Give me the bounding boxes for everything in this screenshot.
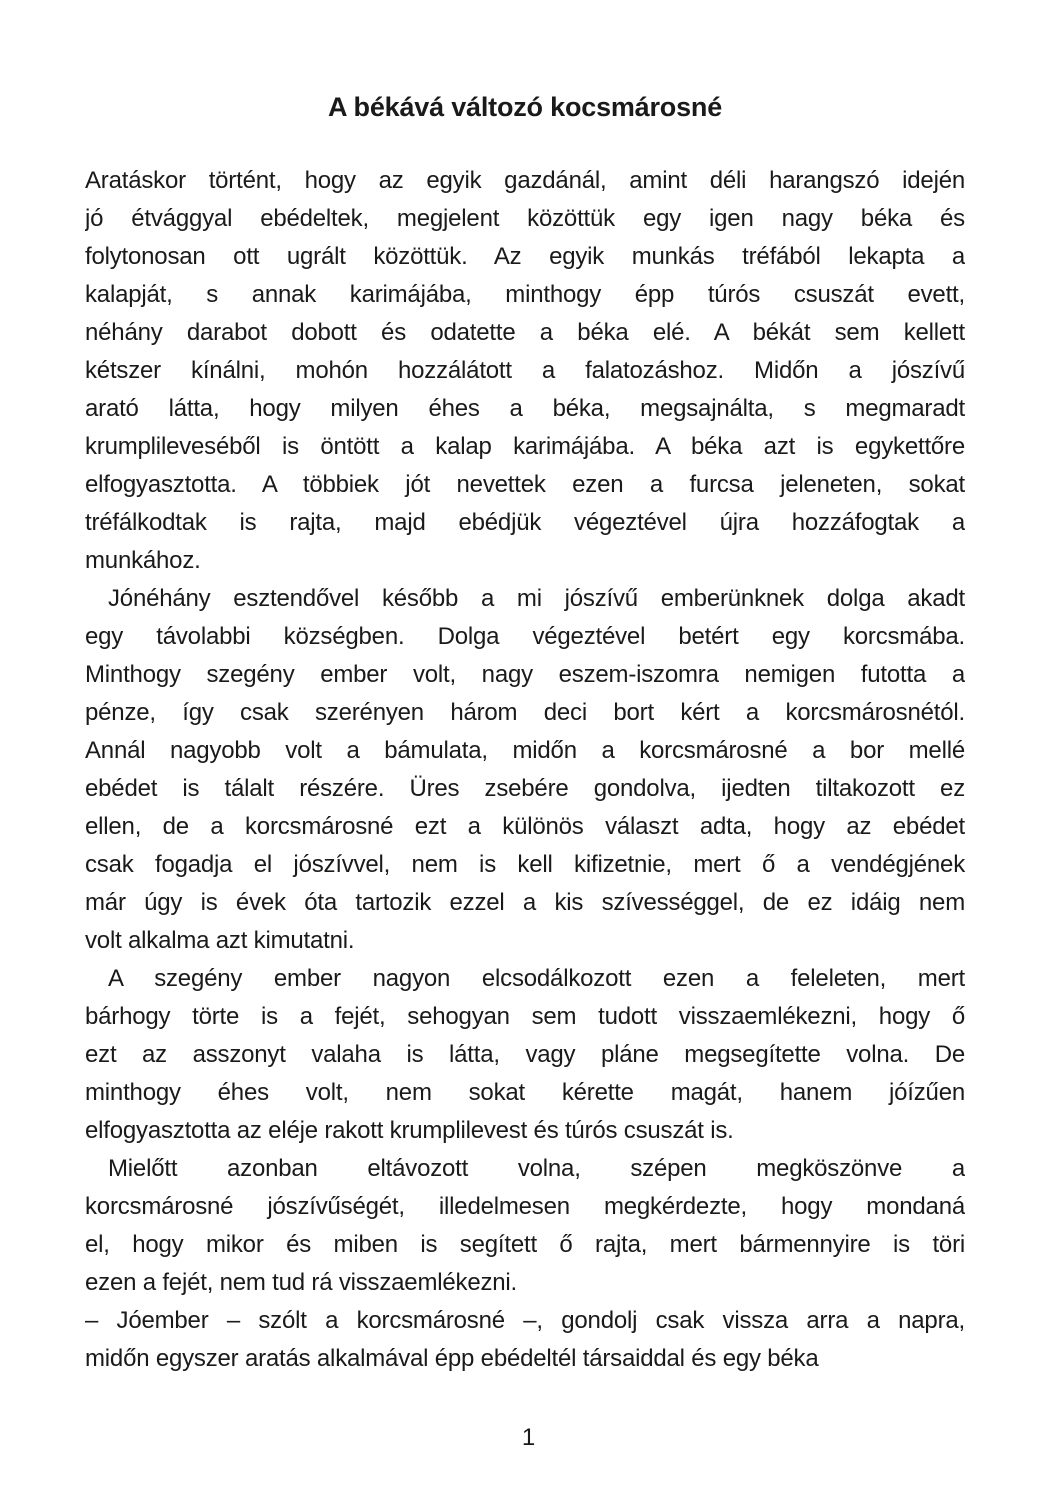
text-line: Annál nagyobb volt a bámulata, midőn a korcsmárosné a bor mellé [85,737,965,764]
text-line: ebédet is tálalt részére. Üres zsebére gondolva, ijedten tiltakozott ez [85,775,965,802]
page-title: A békává változó kocsmárosné [327,92,723,122]
text-line: – Jóember – szólt a korcsmárosné –, gondolj csak vissza arra a napra, [85,1307,965,1334]
text-line: Aratáskor történt, hogy az egyik gazdánál, amint déli harangszó idején [85,167,965,194]
text-line: tréfálkodtak is rajta, majd ebédjük végeztével újra hozzáfogtak a [85,509,965,536]
text-line: elfogyasztotta. A többiek jót nevettek ezen a furcsa jeleneten, sokat [85,471,965,498]
text-line: A szegény ember nagyon elcsodálkozott ezen a feleleten, mert [108,965,965,992]
paragraph [85,1302,965,1378]
paragraph [85,580,965,960]
text-line: ezt az asszonyt valaha is látta, vagy pláne megsegítette volna. De [85,1041,965,1068]
text-line: krumplileveséből is öntött a kalap karimájába. A béka azt is egykettőre [85,433,965,460]
text-line: midőn egyszer aratás alkalmával épp ebédeltél társaiddal és egy béka [85,1345,819,1372]
text-line: Mielőtt azonban eltávozott volna, szépen megköszönve a [108,1155,965,1182]
text-line: ellen, de a korcsmárosné ezt a különös választ adta, hogy az ebédet [85,813,965,840]
body-text [85,162,965,1378]
text-line: el, hogy mikor és miben is segített ő rajta, mert bármennyire is töri [85,1231,965,1258]
paragraph [85,1150,965,1302]
text-line: elfogyasztotta az eléje rakott krumplilevest és túrós csuszát is. [85,1117,734,1144]
text-line: kétszer kínálni, mohón hozzálátott a falatozáshoz. Midőn a jószívű [85,357,965,384]
paragraph [85,162,965,580]
text-line: minthogy éhes volt, nem sokat kérette magát, hanem jóízűen [85,1079,965,1106]
text-line: ezen a fejét, nem tud rá visszaemlékezni. [85,1269,518,1296]
text-line: jó étvággyal ebédeltek, megjelent közöttük egy igen nagy béka és [85,205,965,232]
text-line: bárhogy törte is a fejét, sehogyan sem tudott visszaemlékezni, hogy ő [85,1003,965,1030]
text-line: néhány darabot dobott és odatette a béka elé. A békát sem kellett [85,319,965,346]
paragraph [85,960,965,1150]
text-line: volt alkalma azt kimutatni. [85,927,355,954]
text-line: csak fogadja el jószívvel, nem is kell kifizetnie, mert ő a vendégjének [85,851,965,878]
text-line: korcsmárosné jószívűségét, illedelmesen megkérdezte, hogy mondaná [85,1193,965,1220]
text-line: folytonosan ott ugrált közöttük. Az egyik munkás tréfából lekapta a [85,243,965,270]
text-line: Jónéhány esztendővel később a mi jószívű emberünknek dolga akadt [108,585,965,612]
text-line: pénze, így csak szerényen három deci bort kért a korcsmárosnétól. [85,699,965,726]
page-number: 1 [521,1424,536,1451]
text-line: arató látta, hogy milyen éhes a béka, megsajnálta, s megmaradt [85,395,965,422]
text-line: Minthogy szegény ember volt, nagy eszem-iszomra nemigen futotta a [85,661,965,688]
text-line: kalapját, s annak karimájába, minthogy épp túrós csuszát evett, [85,281,965,308]
text-line: munkához. [85,547,201,574]
text-line: már úgy is évek óta tartozik ezzel a kis szívességgel, de ez idáig nem [85,889,965,916]
text-line: egy távolabbi községben. Dolga végeztével betért egy korcsmába. [85,623,965,650]
